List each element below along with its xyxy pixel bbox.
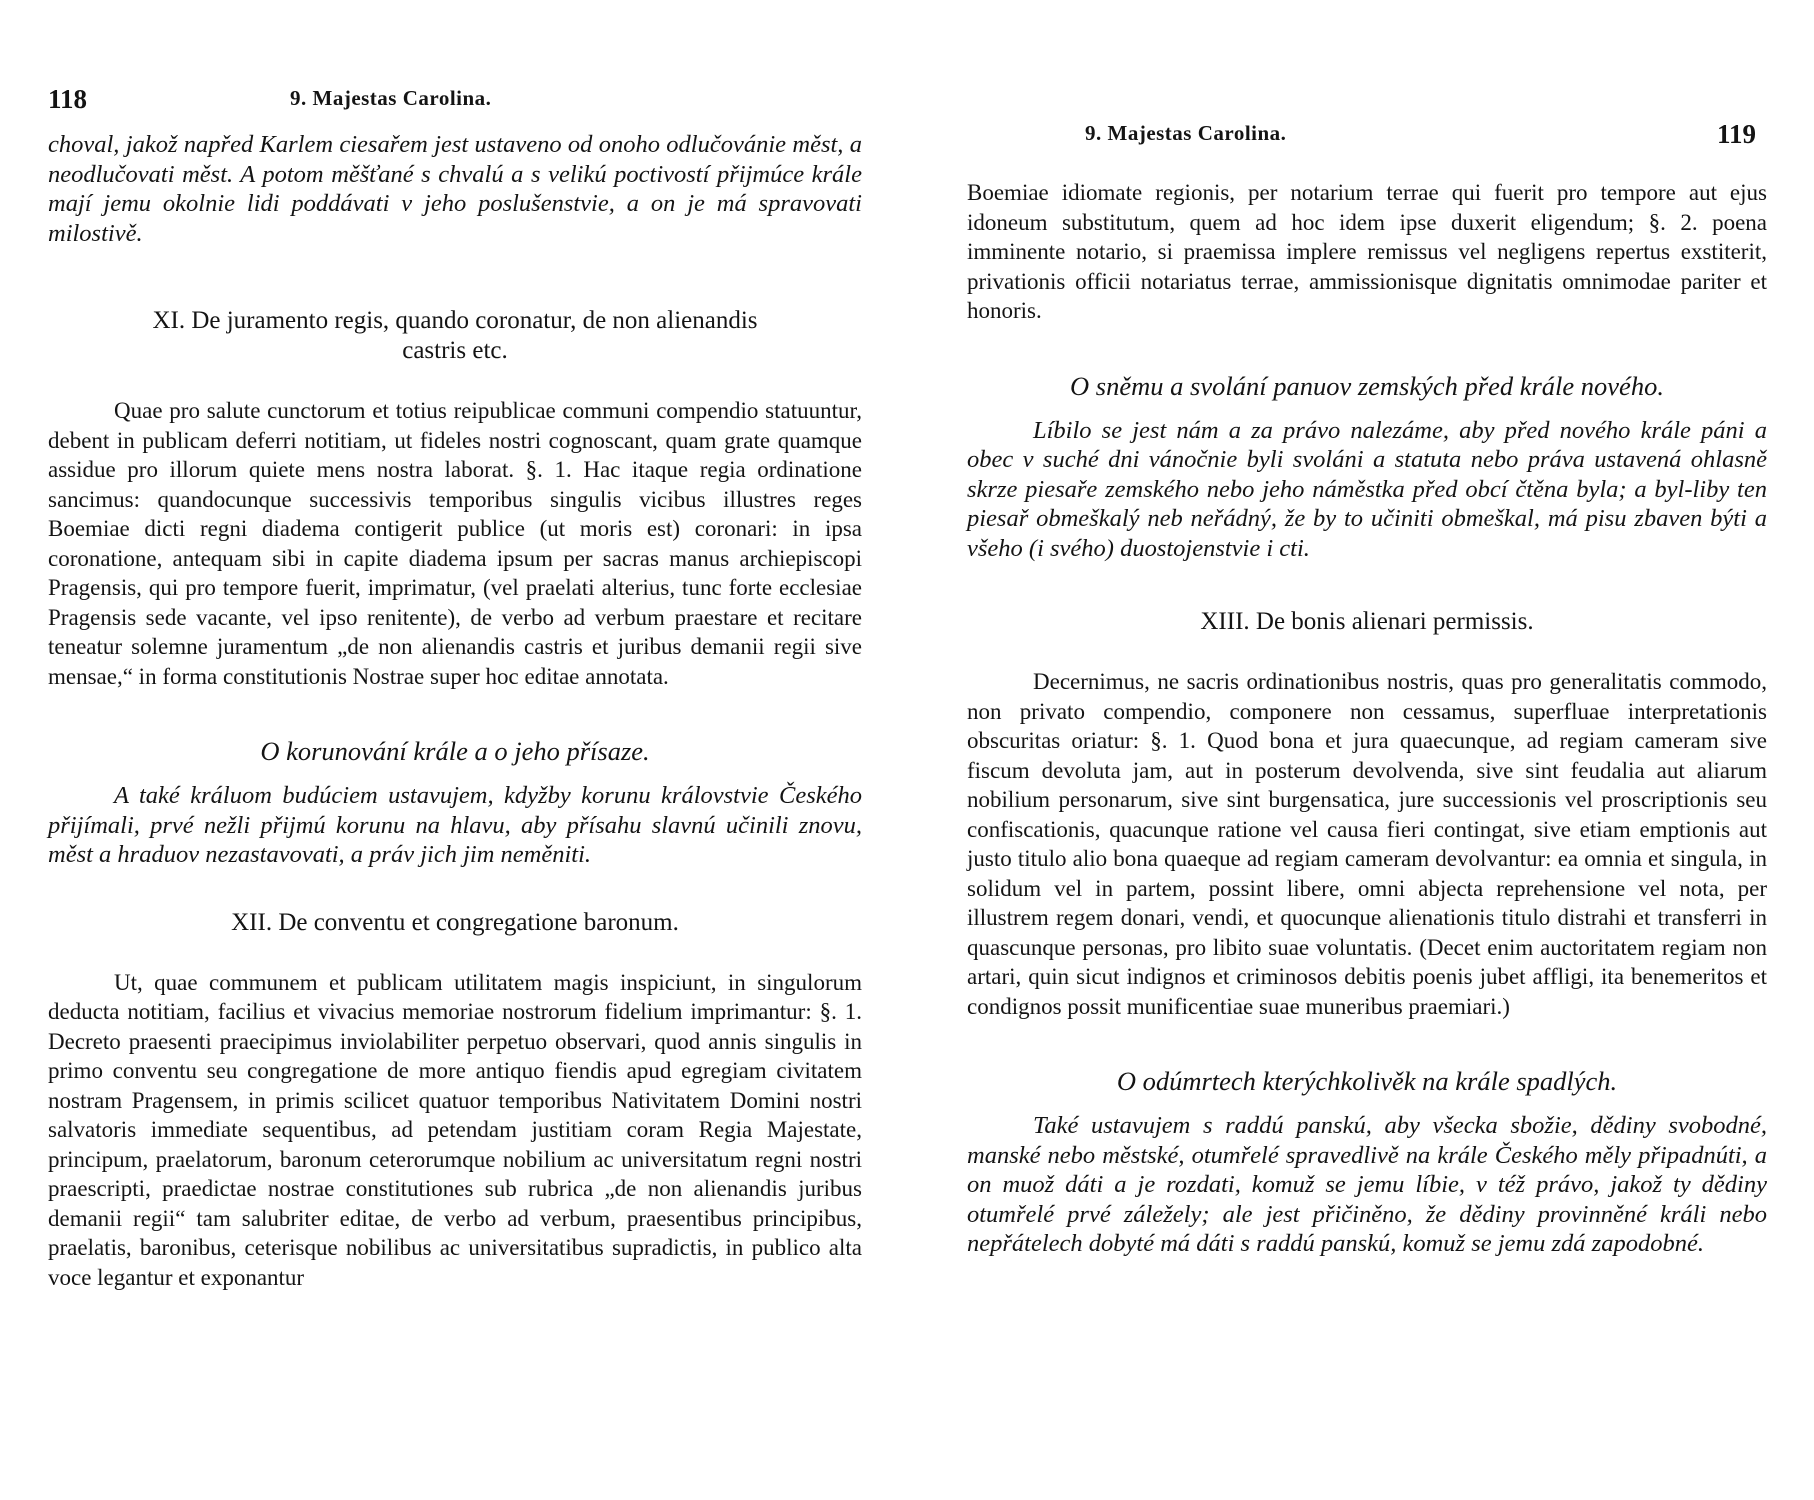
section-text-xii: Ut, quae communem et publicam utilitatem magis inspiciunt, in singulorum deducta notitiam, facilius et vivacius memoriae nostrorum fidelium imprimantur: §. 1. Decreto praesenti praecipimus inviolabiliter perpetuo observari, quod annis singulis in primo conventu seu congregatione de more antiquo fiendis apud egregiam civitatem nostram Pragensem, in primis scilicet quatuor temporibus Nativitatem Domini nostri salvatoris immediate sequentibus, ad petendam justitiam coram Regia Majestate, principum, praelatorum, baronum ceterorumque nobilium ac universitatum regni nostri praescripti, praedictae nostrae constitutiones sub rubrica „de non alienandis juribus demanii regii“ tam salubriter editae, de verbo ad verbum, praesentibus principibus, praelatis, baronibus, ceterisque nobilibus ac universitatibus supradictis, in publico alta voce legantur et exponantur <box>48 969 862 1290</box>
page-number: 119 <box>1717 119 1757 149</box>
czech-heading: O sněmu a svolání panuov zemských před krále nového. <box>1070 370 1664 401</box>
section-text-xiii: Decernimus, ne sacris ordinationibus nostris, quas pro generalitatis commodo, non privato compendio, componere non cessamus, superfluae interpretationis obscuritas oriatur: §. 1. Quod bona et jura quaecunque, ad regiam cameram sive fiscum devoluta jam, aut in posterum devolvenda, sive sint feudalia aut aliarum nobilium personarum, sive sint burgensatica, jure successionis vel proscriptionis seu confiscationis, quacunque ratione vel causa fieri contingat, sive etiam emptionis aut justo titulo alio bona quaeque ad regiam cameram devolvantur: ea omnia et singula, in solidum vel in partem, possint libere, omni abjecta reprehensione vel nota, per illustrem regem donari, vendi, et quocunque alienationis titulo distrahi et transferri in quascunque personas, pro libito suae voluntatis. (Decet enim auctoritatem regiam non artari, quin sicut indignos et criminosos debitis poenis jubet affligi, ita benemeritos et condignos possit munificentiae suae muneribus praemiari.) <box>967 669 1767 1019</box>
left-page <box>0 0 900 1500</box>
right-page-header <box>905 105 1814 165</box>
running-title: 9. Majestas Carolina. <box>1085 121 1287 145</box>
czech-paragraph: Líbilo se jest nám a za právo nalezáme, aby před nového krále páni a obec v suché dni vánočnie byli svoláni a statuta nebo práva ustavená ohlasně skrze piesaře zemského nebo jeho náměstka před obcí čtěna byla; a byl-liby ten piesař obmeškalý neb neřádný, že by to učiniti obmeškal, má pisu zbaven býti a všeho (i svého) duostojenstvie i cti. <box>967 416 1767 562</box>
right-page-body <box>967 178 1767 1259</box>
right-page <box>905 0 1814 1500</box>
intro-paragraph: choval, jakož napřed Karlem ciesařem jest ustaveno od onoho odlučovánie měst, a neodlučovati měst. A potom měšťané s chvalú a s velikú poctivostí přijmúce krále mají jemu okolnie lidi poddávati v jeho poslušenstvie, a on je má spravovati milostivě. <box>48 131 862 247</box>
czech-heading: O korunování krále a o jeho přísaze. <box>260 736 650 766</box>
czech-paragraph: Také ustavujem s raddú panskú, aby všecka sbožie, dědiny svobodné, manské nebo městské, otumřelé spravedlivě na krále Českého měly připadnúti, a on muož dáti a je rozdati, komuž se jemu líbie, v též právo, jakož ty dědiny otumřelé prvé záležely; ale jest přičiněno, že dědiny provinněné králi nebo nepřátelech dobyté má dáti s raddú panskú, komuž se jemu zdá zapodobné. <box>967 1112 1767 1257</box>
intro-paragraph: Boemiae idiomate regionis, per notarium terrae qui fuerit pro tempore aut ejus idoneum substitutum, quem ad hoc idem ipse duxerit eligendum; §. 2. poena imminente notario, si praemissa implere remissus vel negligens repertus exstiterit, privationis officii notariatus terrae, ammissionisque dignitatis omnimodae pariter et honoris. <box>967 180 1767 323</box>
czech-paragraph: A také králuom budúciem ustavujem, kdyžby korunu královstvie Českého přijímali, prvé nežli přijmú korunu na hlavu, aby přísahu slavnú učinili znovu, měst a hraduov nezastavovati, a práv jich jim neměniti. <box>48 782 862 868</box>
section-heading-xi: XI. De juramento regis, quando coronatur, de non alienandis castris etc. <box>152 307 758 364</box>
left-page-body <box>48 130 862 1292</box>
czech-heading: O odúmrtech kterýchkolivěk na krále spadlých. <box>1116 1066 1618 1096</box>
running-title: 9. Majestas Carolina. <box>290 86 492 110</box>
page-number: 118 <box>48 84 88 114</box>
section-text-xi: Quae pro salute cunctorum et totius reipublicae communi compendio statuuntur, debent in publicam deferri notitiam, ut fideles nostri cognoscant, quam grate quamque assidue pro illorum quiete mens nostra laborat. §. 1. Hac itaque regia ordinatione sancimus: quandocunque successivis temporibus singulis vicibus illustres reges Boemiae dicti regni diadema contigerit publice (ut moris est) coronari: in ipsa coronatione, antequam sibi in capite diadema ipsum per sacras manus archiepiscopi Pragensis, qui pro tempore fuerit, imprimatur, (vel praelati alterius, tunc forte ecclesiae Pragensis sede vacante, vel ipso renitente), de verbo ad verbum praestare et recitare teneatur solemne juramentum „de non alienandis castris et juribus demanii regii sive mensae,“ in forma constitutionis Nostrae super hoc editae annotata. <box>48 398 862 689</box>
section-heading-xiii: XIII. De bonis alienari permissis. <box>1200 608 1534 635</box>
section-heading-xii: XII. De conventu et congregatione baronum. <box>231 908 679 936</box>
left-page-header <box>0 70 900 130</box>
